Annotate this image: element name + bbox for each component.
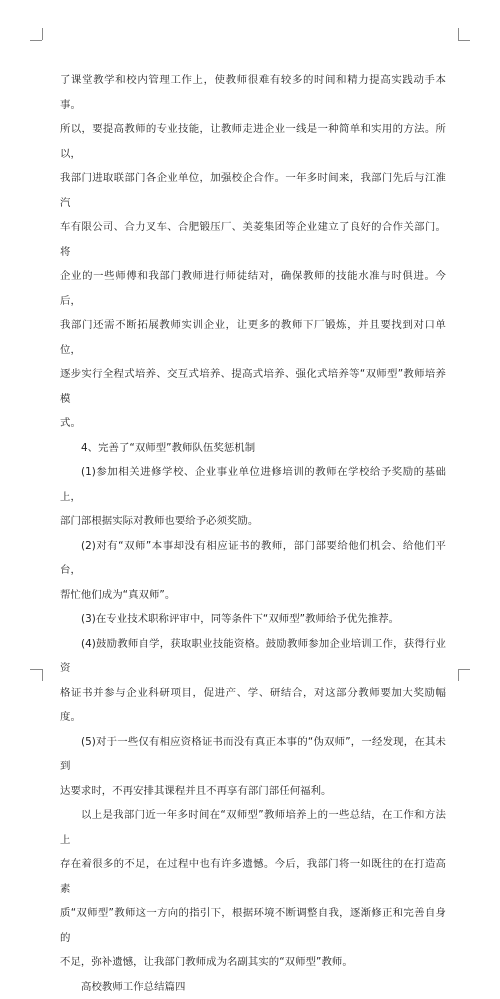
crop-mark-top-left-h — [30, 40, 42, 41]
body-line: (5)对于一些仅有相应资格证书而没有真正本事的“伪双师”，一经发现，在其未到 — [60, 730, 446, 779]
body-line: 格证书并参与企业科研项目，促进产、学、研结合，对这部分教师要加大奖励幅度。 — [60, 681, 446, 730]
body-line: 不足，弥补遗憾，让我部门教师成为名副其实的“双师型”教师。 — [60, 950, 446, 975]
body-line: 我部门进取联部门各企业单位，加强校企合作。一年多时间来，我部门先后与江淮汽 — [60, 166, 446, 215]
crop-mark-bottom-right-h — [458, 669, 470, 670]
crop-mark-bottom-right-v — [458, 669, 459, 681]
body-line: 逐步实行全程式培养、交互式培养、提高式培养、强化式培养等“双师型”教师培养模 — [60, 362, 446, 411]
crop-mark-top-left-v — [42, 28, 43, 40]
body-line: 企业的一些师傅和我部门教师进行师徒结对，确保教师的技能水准与时俱进。今后， — [60, 264, 446, 313]
body-line: 所以，要提高教师的专业技能，让教师走进企业一线是一种简单和实用的方法。所以， — [60, 117, 446, 166]
body-line: 了课堂教学和校内管理工作上，使教师很难有较多的时间和精力提高实践动手本事。 — [60, 68, 446, 117]
body-line: 帮忙他们成为“真双师”。 — [60, 583, 446, 608]
body-line: 式。 — [60, 411, 446, 436]
body-line: 质“双师型”教师这一方向的指引下，根据环境不断调整自我，逐渐修正和完善自身的 — [60, 901, 446, 950]
body-line: 车有限公司、合力叉车、合肥锻压厂、美菱集团等企业建立了良好的合作关部门。将 — [60, 215, 446, 264]
body-line: (4)鼓励教师自学，获取职业技能资格。鼓励教师参加企业培训工作，获得行业资 — [60, 632, 446, 681]
body-line: (3)在专业技术职称评审中，同等条件下“双师型”教师给予优先推荐。 — [60, 607, 446, 632]
next-section-title: 高校教师工作总结篇四 — [60, 975, 446, 999]
document-body — [60, 68, 446, 999]
crop-mark-bottom-left-v — [42, 669, 43, 681]
body-line: (2)对有“双师”本事却没有相应证书的教师，部门部要给他们机会、给他们平台， — [60, 534, 446, 583]
crop-mark-top-right-v — [458, 28, 459, 40]
body-line: 以上是我部门近一年多时间在“双师型”教师培养上的一些总结，在工作和方法上 — [60, 803, 446, 852]
body-line: 存在着很多的不足，在过程中也有许多遗憾。今后，我部门将一如既往的在打造高素 — [60, 852, 446, 901]
body-line: (1)参加相关进修学校、企业事业单位进修培训的教师在学校给予奖励的基础上， — [60, 460, 446, 509]
section-heading: 4、完善了“双师型”教师队伍奖惩机制 — [60, 436, 446, 461]
body-line: 部门部根据实际对教师也要给予必须奖励。 — [60, 509, 446, 534]
body-line: 达要求时，不再安排其课程并且不再享有部门部任何福利。 — [60, 779, 446, 804]
crop-mark-bottom-left-h — [30, 669, 42, 670]
body-line: 我部门还需不断拓展教师实训企业，让更多的教师下厂锻炼，并且要找到对口单位， — [60, 313, 446, 362]
crop-mark-top-right-h — [458, 40, 470, 41]
